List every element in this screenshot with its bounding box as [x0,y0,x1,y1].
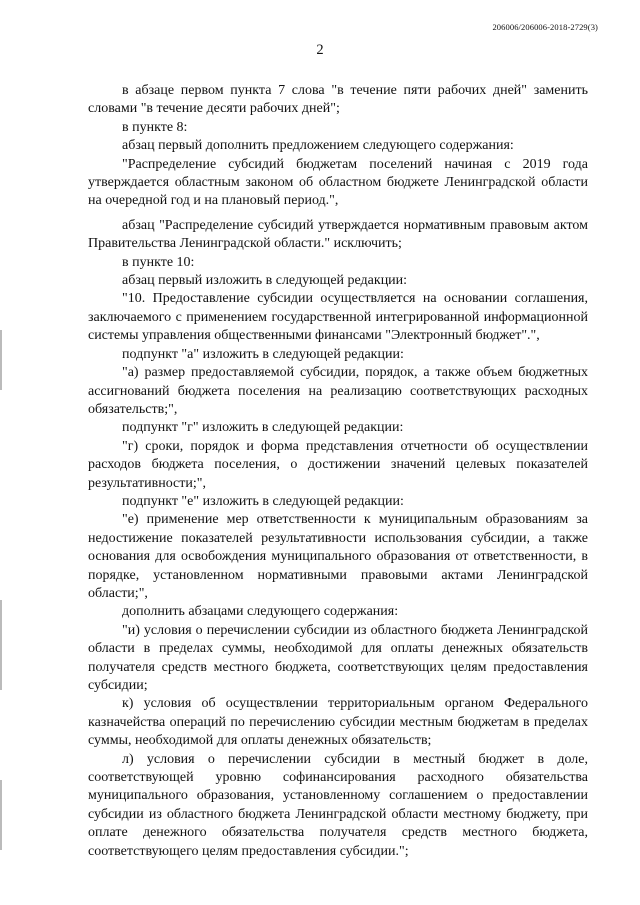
paragraph: подпункт "а" изложить в следующей редакции: [122,346,404,362]
document-body [88,82,588,861]
paragraph: в абзаце первом пункта 7 слова "в течение пяти рабочих дней" заменить словами "в течение десяти рабочих дней"; [88,83,588,117]
paragraph: л) условия о перечислении субсидии в местный бюджет в доле, соответствующей уровню софинансирования расходного обязательства муниципального образования, установленному соглашением о предоставлении субсидии из областного бюджета Ленинградской области местному бюджету, при оплате денежного обязательства получателя средств местного бюджета, соответствующего целям предоставления субсидии."; [88,751,588,859]
paragraph: "е) применение мер ответственности к муниципальным образованиям за недостижение показателей результативности использования субсидии, а также основания для освобождения муниципального образования от ответственности, в порядке, установленном нормативными правовыми актами Ленинградской области;", [88,512,588,601]
document-id: 206006/206006-2018-2729(3) [492,22,598,32]
paragraph: "Распределение субсидий бюджетам поселений начиная с 2019 года утверждается областным законом об областном бюджете Ленинградской области на очередной год и на плановый период.", [88,156,588,209]
paragraph: "г) сроки, порядок и форма представления отчетности об осуществлении расходов бюджета поселения, о достижении значений целевых показателей результативности;", [88,438,588,491]
paragraph: "а) размер предоставляемой субсидии, порядок, а также объем бюджетных ассигнований бюджета поселения на реализацию соответствующих расходных обязательств;", [88,365,588,417]
paragraph: "10. Предоставление субсидии осуществляется на основании соглашения, заключаемого с применением государственной интегрированной информационной системы управления общественными финансами "Электронный бюджет".", [88,291,588,344]
page-number: 2 [316,42,324,58]
scan-edge-mark [0,600,2,690]
paragraph: абзац первый дополнить предложением следующего содержания: [122,138,514,154]
scan-edge-mark [0,330,2,390]
paragraph: абзац "Распределение субсидий утверждается нормативным правовым актом Правительства Ленинградской области." исключить; [88,217,588,252]
paragraph: подпункт "г" изложить в следующей редакции: [122,420,404,436]
paragraph: в пункте 8: [122,119,188,135]
paragraph: к) условия об осуществлении территориальным органом Федерального казначейства операций по перечислению субсидии местным бюджетам в пределах суммы, необходимой для оплаты денежных обязательств; [88,696,588,749]
paragraph: дополнить абзацами следующего содержания: [122,604,399,620]
paragraph: "и) условия о перечислении субсидии из областного бюджета Ленинградской области в пределах суммы, необходимой для оплаты денежных обязательств получателя средств местного бюджета, соответствующих целям предоставления субсидии; [88,622,588,693]
paragraph: абзац первый изложить в следующей редакции: [122,273,408,289]
paragraph: в пункте 10: [122,254,195,270]
paragraph: подпункт "е" изложить в следующей редакции: [122,493,404,509]
scan-edge-mark [0,780,2,850]
